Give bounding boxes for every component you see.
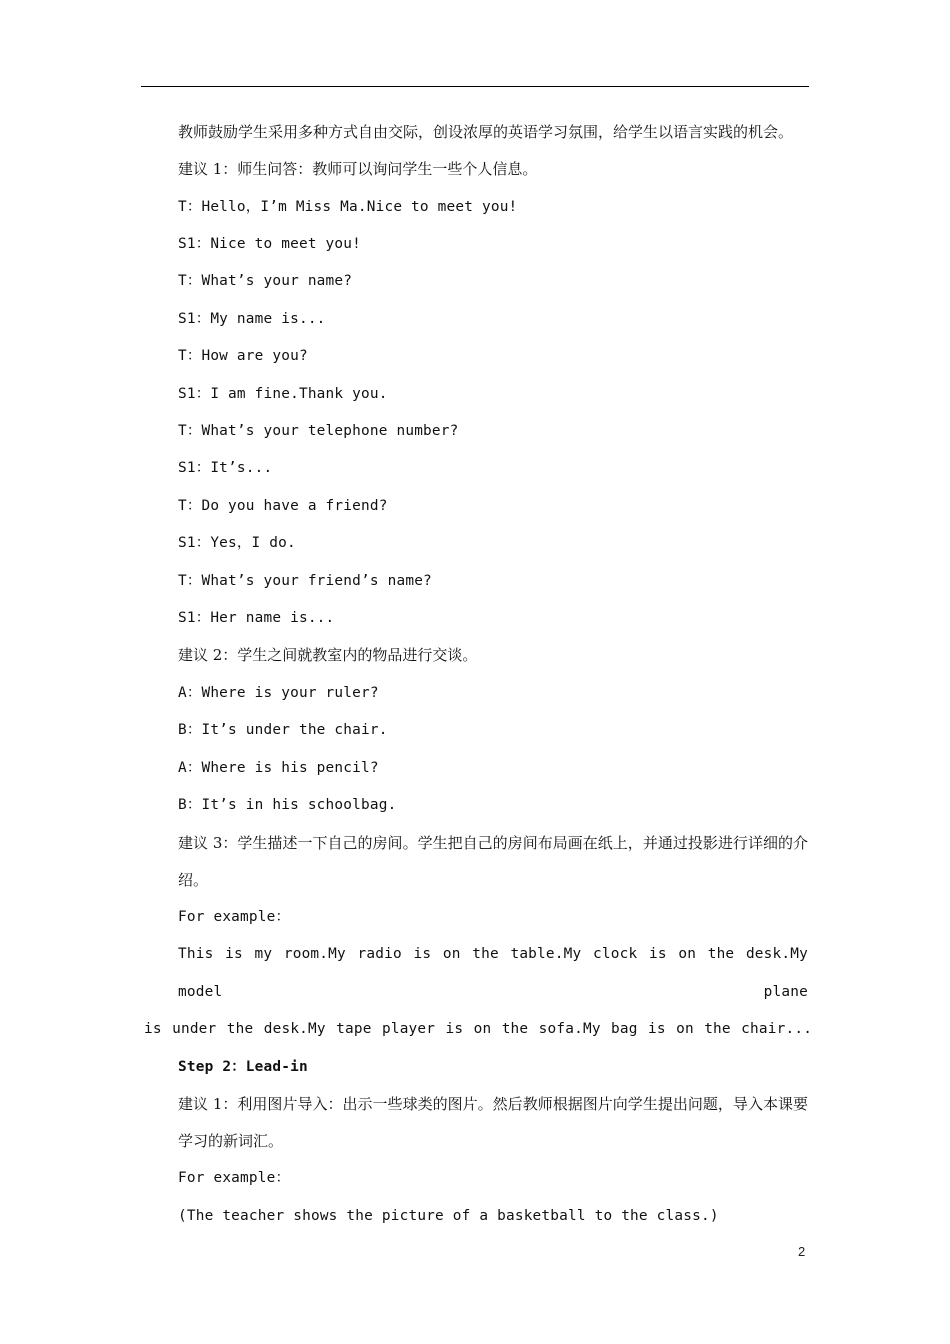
dialog-line: B：It’s in his schoolbag. bbox=[178, 797, 397, 814]
dialog-line: A：Where is your ruler? bbox=[178, 684, 379, 701]
header-rule bbox=[141, 86, 809, 87]
suggestion-1: 建议 1：师生问答：教师可以询问学生一些个人信息。 bbox=[178, 160, 538, 179]
dialog-line: S1：I am fine.Thank you. bbox=[178, 385, 388, 402]
dialog-line: B：It’s under the chair. bbox=[178, 722, 388, 739]
dialog-line: T：What’s your friend’s name? bbox=[178, 572, 432, 589]
dialog-line: T：What’s your name? bbox=[178, 273, 353, 290]
step-2-heading: Step 2：Lead-in bbox=[178, 1058, 308, 1075]
dialog-line: S1：Yes，I do. bbox=[178, 535, 296, 552]
dialog-line: T：Do you have a friend? bbox=[178, 497, 388, 514]
for-example-label: For example： bbox=[178, 1170, 291, 1187]
dialog-line: A：Where is his pencil? bbox=[178, 759, 379, 776]
dialog-line: S1：It’s... bbox=[178, 460, 273, 477]
teacher-shows-line: (The teacher shows the picture of a basketball to the class.) bbox=[178, 1207, 719, 1224]
page-number: 2 bbox=[798, 1244, 806, 1259]
room-description-line-1 bbox=[144, 936, 808, 1011]
intro-paragraph: 教师鼓励学生采用多种方式自由交际，创设浓厚的英语学习氛围，给学生以语言实践的机会。 bbox=[178, 123, 794, 141]
dialog-line: S1：Nice to meet you! bbox=[178, 236, 362, 253]
for-example-label: For example： bbox=[178, 908, 291, 925]
dialog-line: S1：My name is... bbox=[178, 310, 326, 327]
room-description-line-2: is under the desk.My tape player is on the sofa.My bag is on the chair... bbox=[144, 1021, 813, 1038]
dialog-line: T：What’s your telephone number? bbox=[178, 423, 459, 440]
leadin-suggestion: 建议 1：利用图片导入：出示一些球类的图片。然后教师根据图片向学生提出问题，导入本课要学习的新词汇。 bbox=[178, 1094, 808, 1151]
document-body bbox=[144, 114, 813, 1235]
room-line-1-text: This is my room.My radio is on the table.My clock is on the desk.My model plane bbox=[178, 946, 808, 1000]
dialog-line: S1：Her name is... bbox=[178, 610, 335, 627]
dialog-line: T：Hello，I’m Miss Ma.Nice to meet you! bbox=[178, 198, 518, 215]
suggestion-3: 建议 3：学生描述一下自己的房间。学生把自己的房间布局画在纸上，并通过投影进行详细的介绍。 bbox=[178, 833, 808, 889]
dialog-line: T：How are you? bbox=[178, 348, 308, 365]
suggestion-2: 建议 2：学生之间就教室内的物品进行交谈。 bbox=[178, 646, 478, 665]
